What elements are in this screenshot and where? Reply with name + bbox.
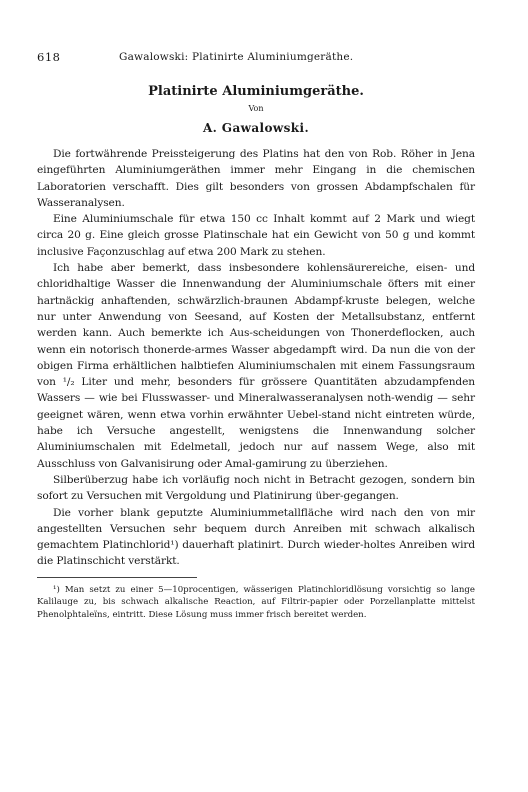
paragraph: Silberüberzug habe ich vorläufig noch nicht in Betracht gezogen, sondern bin sofort zu Versuchen mit Vergoldung und Platinirung über-gegangen. xyxy=(37,473,475,503)
paragraph: Die vorher blank geputzte Aluminiummetallfläche wird nach den von mir angestellten Versuchen sehr bequem durch Anreiben mit schwach alkalisch gemachtem Platinchlorid¹) dauerhaft platinirt. Durch wieder-holtes Anreiben wird die Platinschicht verstärkt. xyxy=(37,506,475,568)
paragraph: Ich habe aber bemerkt, dass insbesondere kohlensäurereiche, eisen- und chloridhaltige Wasser die Innenwandung der Aluminiumschale öfters mit einer hartnäckig anhaftenden, schwärzlich-braunen Abdampf-kruste belegen, welche nur unter Anwendung von Seesand, auf Kosten der Metallsubstanz, entfernt werden kann. Auch bemerkte ich Aus-scheidungen von Thonerdeflocken, auch wenn ein notorisch thonerde-armes Wasser abgedampft wird. Da nun die von der obigen Firma erhältlichen halbtiefen Aluminiumschalen mit einem Fassungsraum von ¹/₂ Liter und mehr, besonders für grössere Quantitäten abzudampfenden Wassers — wie bei Flusswasser- und Mineralwasseranalysen noth-wendig — sehr geeignet wären, wenn etwa vorhin erwähnter Uebel-stand nicht eintreten würde, habe ich Versuche angestellt, wenigstens die Innenwandung solcher Aluminiumschalen mit Edelmetall, jedoch nur auf nassem Wege, also mit Ausschluss von Galvanisirung oder Amal-gamirung zu überziehen. xyxy=(37,262,475,470)
running-title: Gawalowski: Platinirte Aluminiumgeräthe. xyxy=(119,51,354,63)
page-number: 618 xyxy=(37,50,61,64)
byline-von: Von xyxy=(248,104,264,113)
footnote-divider xyxy=(37,577,197,578)
running-header xyxy=(37,50,475,64)
author-name: A. Gawalowski. xyxy=(202,121,310,135)
paragraph: Die fortwährende Preissteigerung des Platins hat den von Rob. Röher in Jena eingeführten Aluminiumgeräthen immer mehr Eingang in die chemischen Laboratorien verschafft. Dies gilt besonders von grossen Abdampfschalen für Wasseranalysen. xyxy=(37,148,475,209)
article-title: Platinirte Aluminiumgeräthe. xyxy=(148,84,364,99)
footnote: ¹) Man setzt zu einer 5—10procentigen, wässerigen Platinchloridlösung vorsichtig so lange Kalilauge zu, bis schwach alkalische Reaction, auf Filtrir-papier oder Porzellanplatte mittelst Phenolphtaleïns, eintritt. Diese Lösung muss immer frisch bereitet werden. xyxy=(37,584,475,620)
paragraph: Eine Aluminiumschale für etwa 150 cc Inhalt kommt auf 2 Mark und wiegt circa 20 g. Eine gleich grosse Platinschale hat ein Gewicht von 50 g und kommt inclusive Façonzuschlag auf etwa 200 Mark zu stehen. xyxy=(37,213,475,258)
page xyxy=(37,50,475,622)
article-body xyxy=(37,146,475,570)
